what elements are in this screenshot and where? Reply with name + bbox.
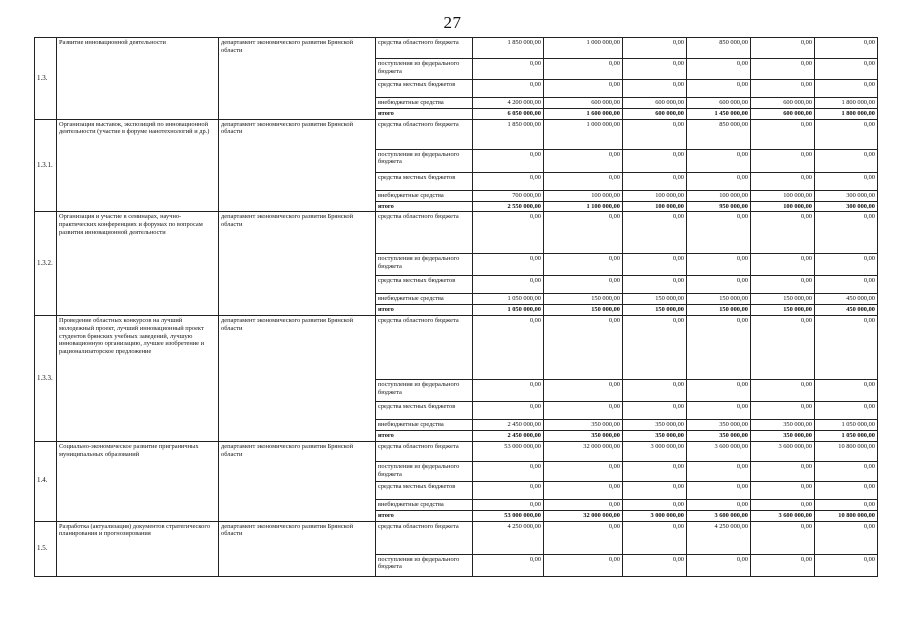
funding-source: внебюджетные средства xyxy=(376,420,473,431)
item-number: 1.5. xyxy=(35,521,57,576)
amount-cell: 150 000,00 xyxy=(544,294,623,305)
amount-cell: 0,00 xyxy=(544,481,623,499)
amount-cell: 450 000,00 xyxy=(815,294,878,305)
amount-cell: 0,00 xyxy=(623,499,687,510)
executor: департамент экономического развития Брянской области xyxy=(219,521,376,576)
amount-cell: 0,00 xyxy=(751,521,815,554)
amount-cell: 0,00 xyxy=(473,172,544,190)
table-row xyxy=(35,212,878,254)
funding-source: итого xyxy=(376,305,473,316)
amount-cell: 0,00 xyxy=(751,38,815,59)
amount-cell: 0,00 xyxy=(473,149,544,172)
amount-cell: 0,00 xyxy=(544,59,623,80)
amount-cell: 0,00 xyxy=(687,59,751,80)
funding-source: итого xyxy=(376,510,473,521)
funding-source: средства местных бюджетов xyxy=(376,481,473,499)
amount-cell: 0,00 xyxy=(623,119,687,149)
amount-cell: 0,00 xyxy=(623,554,687,576)
amount-cell: 0,00 xyxy=(687,380,751,402)
amount-cell: 3 600 000,00 xyxy=(751,510,815,521)
amount-cell: 0,00 xyxy=(815,499,878,510)
funding-source: средства областного бюджета xyxy=(376,521,473,554)
amount-cell: 4 250 000,00 xyxy=(473,521,544,554)
funding-source: средства областного бюджета xyxy=(376,38,473,59)
amount-cell: 100 000,00 xyxy=(544,190,623,201)
amount-cell: 0,00 xyxy=(623,481,687,499)
amount-cell: 0,00 xyxy=(473,499,544,510)
amount-cell: 0,00 xyxy=(473,212,544,254)
amount-cell: 0,00 xyxy=(751,212,815,254)
amount-cell: 0,00 xyxy=(815,149,878,172)
funding-source: поступления из федерального бюджета xyxy=(376,59,473,80)
amount-cell: 350 000,00 xyxy=(751,420,815,431)
amount-cell: 0,00 xyxy=(623,521,687,554)
amount-cell: 150 000,00 xyxy=(544,305,623,316)
item-name: Социально-экономическое развитие приграничных муниципальных образований xyxy=(57,441,219,521)
item-number: 1.3.2. xyxy=(35,212,57,316)
amount-cell: 150 000,00 xyxy=(751,305,815,316)
amount-cell: 0,00 xyxy=(544,254,623,276)
amount-cell: 850 000,00 xyxy=(687,38,751,59)
table-row xyxy=(35,316,878,380)
amount-cell: 350 000,00 xyxy=(623,420,687,431)
amount-cell: 0,00 xyxy=(815,402,878,420)
amount-cell: 150 000,00 xyxy=(687,294,751,305)
amount-cell: 3 000 000,00 xyxy=(623,510,687,521)
amount-cell: 0,00 xyxy=(751,119,815,149)
amount-cell: 1 000 000,00 xyxy=(544,119,623,149)
budget-table xyxy=(34,37,878,577)
amount-cell: 350 000,00 xyxy=(544,420,623,431)
amount-cell: 32 000 000,00 xyxy=(544,510,623,521)
amount-cell: 0,00 xyxy=(751,172,815,190)
amount-cell: 0,00 xyxy=(544,461,623,481)
funding-source: поступления из федерального бюджета xyxy=(376,461,473,481)
amount-cell: 0,00 xyxy=(751,254,815,276)
amount-cell: 0,00 xyxy=(544,521,623,554)
amount-cell: 0,00 xyxy=(544,80,623,98)
amount-cell: 100 000,00 xyxy=(751,201,815,212)
amount-cell: 950 000,00 xyxy=(687,201,751,212)
amount-cell: 0,00 xyxy=(751,149,815,172)
amount-cell: 0,00 xyxy=(815,80,878,98)
amount-cell: 100 000,00 xyxy=(751,190,815,201)
funding-source: средства местных бюджетов xyxy=(376,80,473,98)
amount-cell: 300 000,00 xyxy=(815,201,878,212)
amount-cell: 150 000,00 xyxy=(751,294,815,305)
funding-source: поступления из федерального бюджета xyxy=(376,149,473,172)
amount-cell: 3 600 000,00 xyxy=(751,441,815,461)
amount-cell: 0,00 xyxy=(623,59,687,80)
amount-cell: 6 050 000,00 xyxy=(473,109,544,120)
amount-cell: 0,00 xyxy=(623,316,687,380)
executor: департамент экономического развития Брянской области xyxy=(219,38,376,120)
amount-cell: 0,00 xyxy=(687,254,751,276)
item-number: 1.3.3. xyxy=(35,316,57,442)
amount-cell: 1 050 000,00 xyxy=(473,294,544,305)
amount-cell: 0,00 xyxy=(623,402,687,420)
amount-cell: 0,00 xyxy=(751,380,815,402)
amount-cell: 0,00 xyxy=(623,172,687,190)
amount-cell: 0,00 xyxy=(815,38,878,59)
amount-cell: 0,00 xyxy=(623,38,687,59)
amount-cell: 350 000,00 xyxy=(687,431,751,442)
amount-cell: 150 000,00 xyxy=(623,294,687,305)
amount-cell: 1 850 000,00 xyxy=(473,119,544,149)
amount-cell: 150 000,00 xyxy=(687,305,751,316)
funding-source: средства областного бюджета xyxy=(376,119,473,149)
item-name: Разработка (актуализация) документов стратегического планирования и прогнозирования xyxy=(57,521,219,576)
item-name: Организация и участие в семинарах, научно-практических конференциях и форумах по вопросам развития инновационной деятельности xyxy=(57,212,219,316)
amount-cell: 100 000,00 xyxy=(623,201,687,212)
amount-cell: 0,00 xyxy=(473,481,544,499)
amount-cell: 0,00 xyxy=(815,254,878,276)
amount-cell: 2 450 000,00 xyxy=(473,420,544,431)
funding-source: средства местных бюджетов xyxy=(376,402,473,420)
amount-cell: 600 000,00 xyxy=(544,98,623,109)
amount-cell: 1 800 000,00 xyxy=(815,98,878,109)
amount-cell: 4 250 000,00 xyxy=(687,521,751,554)
funding-source: итого xyxy=(376,201,473,212)
amount-cell: 0,00 xyxy=(815,172,878,190)
amount-cell: 0,00 xyxy=(623,380,687,402)
amount-cell: 0,00 xyxy=(815,276,878,294)
table-row xyxy=(35,38,878,59)
amount-cell: 0,00 xyxy=(687,172,751,190)
executor: департамент экономического развития Брянской области xyxy=(219,441,376,521)
amount-cell: 0,00 xyxy=(751,80,815,98)
amount-cell: 0,00 xyxy=(751,59,815,80)
amount-cell: 0,00 xyxy=(544,276,623,294)
funding-source: поступления из федерального бюджета xyxy=(376,380,473,402)
funding-source: средства областного бюджета xyxy=(376,316,473,380)
amount-cell: 0,00 xyxy=(687,554,751,576)
amount-cell: 0,00 xyxy=(687,402,751,420)
funding-source: средства местных бюджетов xyxy=(376,172,473,190)
amount-cell: 53 000 000,00 xyxy=(473,510,544,521)
amount-cell: 0,00 xyxy=(687,316,751,380)
amount-cell: 600 000,00 xyxy=(751,109,815,120)
amount-cell: 0,00 xyxy=(751,461,815,481)
amount-cell: 1 600 000,00 xyxy=(544,109,623,120)
amount-cell: 0,00 xyxy=(473,380,544,402)
item-number: 1.4. xyxy=(35,441,57,521)
amount-cell: 350 000,00 xyxy=(687,420,751,431)
amount-cell: 0,00 xyxy=(815,119,878,149)
executor: департамент экономического развития Брянской области xyxy=(219,119,376,212)
amount-cell: 0,00 xyxy=(751,554,815,576)
amount-cell: 0,00 xyxy=(473,276,544,294)
amount-cell: 0,00 xyxy=(544,402,623,420)
funding-source: средства областного бюджета xyxy=(376,441,473,461)
amount-cell: 350 000,00 xyxy=(751,431,815,442)
amount-cell: 1 050 000,00 xyxy=(815,420,878,431)
amount-cell: 0,00 xyxy=(687,276,751,294)
item-name: Организация выставок, экспозиций по инновационной деятельности (участие в форуме нанотехнологий и др.) xyxy=(57,119,219,212)
amount-cell: 350 000,00 xyxy=(623,431,687,442)
funding-source: внебюджетные средства xyxy=(376,499,473,510)
amount-cell: 0,00 xyxy=(751,402,815,420)
table-row xyxy=(35,441,878,461)
funding-source: итого xyxy=(376,431,473,442)
amount-cell: 4 200 000,00 xyxy=(473,98,544,109)
amount-cell: 3 600 000,00 xyxy=(687,510,751,521)
item-name: Проведение областных конкурсов на лучший молодежный проект, лучший инновационный проект студентов брянских учебных заведений, лучшую инновационную организацию, лучшее изобретение и рационализаторское предложение xyxy=(57,316,219,442)
amount-cell: 0,00 xyxy=(623,212,687,254)
funding-source: внебюджетные средства xyxy=(376,98,473,109)
amount-cell: 1 050 000,00 xyxy=(815,431,878,442)
item-number: 1.3. xyxy=(35,38,57,120)
amount-cell: 0,00 xyxy=(815,212,878,254)
amount-cell: 0,00 xyxy=(623,461,687,481)
amount-cell: 0,00 xyxy=(473,80,544,98)
amount-cell: 700 000,00 xyxy=(473,190,544,201)
amount-cell: 0,00 xyxy=(751,316,815,380)
amount-cell: 1 050 000,00 xyxy=(473,305,544,316)
amount-cell: 1 450 000,00 xyxy=(687,109,751,120)
amount-cell: 450 000,00 xyxy=(815,305,878,316)
amount-cell: 0,00 xyxy=(544,554,623,576)
amount-cell: 300 000,00 xyxy=(815,190,878,201)
amount-cell: 0,00 xyxy=(815,59,878,80)
amount-cell: 2 550 000,00 xyxy=(473,201,544,212)
amount-cell: 1 100 000,00 xyxy=(544,201,623,212)
amount-cell: 0,00 xyxy=(815,554,878,576)
amount-cell: 1 800 000,00 xyxy=(815,109,878,120)
amount-cell: 0,00 xyxy=(473,316,544,380)
amount-cell: 10 800 000,00 xyxy=(815,441,878,461)
amount-cell: 0,00 xyxy=(473,254,544,276)
amount-cell: 0,00 xyxy=(815,521,878,554)
executor: департамент экономического развития Брянской области xyxy=(219,212,376,316)
amount-cell: 350 000,00 xyxy=(544,431,623,442)
amount-cell: 0,00 xyxy=(751,499,815,510)
amount-cell: 0,00 xyxy=(544,380,623,402)
amount-cell: 10 800 000,00 xyxy=(815,510,878,521)
amount-cell: 0,00 xyxy=(815,316,878,380)
amount-cell: 600 000,00 xyxy=(687,98,751,109)
amount-cell: 1 000 000,00 xyxy=(544,38,623,59)
item-name: Развитие инновационной деятельности xyxy=(57,38,219,120)
amount-cell: 0,00 xyxy=(623,80,687,98)
amount-cell: 0,00 xyxy=(815,380,878,402)
amount-cell: 850 000,00 xyxy=(687,119,751,149)
amount-cell: 100 000,00 xyxy=(687,190,751,201)
amount-cell: 0,00 xyxy=(544,499,623,510)
amount-cell: 0,00 xyxy=(544,149,623,172)
amount-cell: 0,00 xyxy=(473,461,544,481)
table-row xyxy=(35,521,878,554)
amount-cell: 3 000 000,00 xyxy=(623,441,687,461)
amount-cell: 0,00 xyxy=(623,254,687,276)
amount-cell: 3 600 000,00 xyxy=(687,441,751,461)
amount-cell: 150 000,00 xyxy=(623,305,687,316)
amount-cell: 0,00 xyxy=(815,481,878,499)
amount-cell: 0,00 xyxy=(751,481,815,499)
amount-cell: 600 000,00 xyxy=(623,109,687,120)
funding-source: поступления из федерального бюджета xyxy=(376,554,473,576)
funding-source: поступления из федерального бюджета xyxy=(376,254,473,276)
amount-cell: 0,00 xyxy=(544,316,623,380)
funding-source: средства местных бюджетов xyxy=(376,276,473,294)
amount-cell: 100 000,00 xyxy=(623,190,687,201)
amount-cell: 600 000,00 xyxy=(751,98,815,109)
funding-source: итого xyxy=(376,109,473,120)
amount-cell: 0,00 xyxy=(473,402,544,420)
amount-cell: 0,00 xyxy=(815,461,878,481)
amount-cell: 53 000 000,00 xyxy=(473,441,544,461)
amount-cell: 600 000,00 xyxy=(623,98,687,109)
amount-cell: 0,00 xyxy=(687,80,751,98)
table-row xyxy=(35,119,878,149)
amount-cell: 0,00 xyxy=(544,212,623,254)
amount-cell: 0,00 xyxy=(751,276,815,294)
amount-cell: 2 450 000,00 xyxy=(473,431,544,442)
amount-cell: 0,00 xyxy=(687,212,751,254)
amount-cell: 0,00 xyxy=(473,554,544,576)
funding-source: средства областного бюджета xyxy=(376,212,473,254)
funding-source: внебюджетные средства xyxy=(376,294,473,305)
amount-cell: 0,00 xyxy=(623,149,687,172)
amount-cell: 0,00 xyxy=(473,59,544,80)
amount-cell: 0,00 xyxy=(623,276,687,294)
amount-cell: 32 000 000,00 xyxy=(544,441,623,461)
amount-cell: 0,00 xyxy=(687,481,751,499)
amount-cell: 0,00 xyxy=(687,149,751,172)
amount-cell: 1 850 000,00 xyxy=(473,38,544,59)
executor: департамент экономического развития Брянской области xyxy=(219,316,376,442)
page-number: 27 xyxy=(443,13,462,32)
amount-cell: 0,00 xyxy=(687,461,751,481)
funding-source: внебюджетные средства xyxy=(376,190,473,201)
amount-cell: 0,00 xyxy=(544,172,623,190)
amount-cell: 0,00 xyxy=(687,499,751,510)
item-number: 1.3.1. xyxy=(35,119,57,212)
